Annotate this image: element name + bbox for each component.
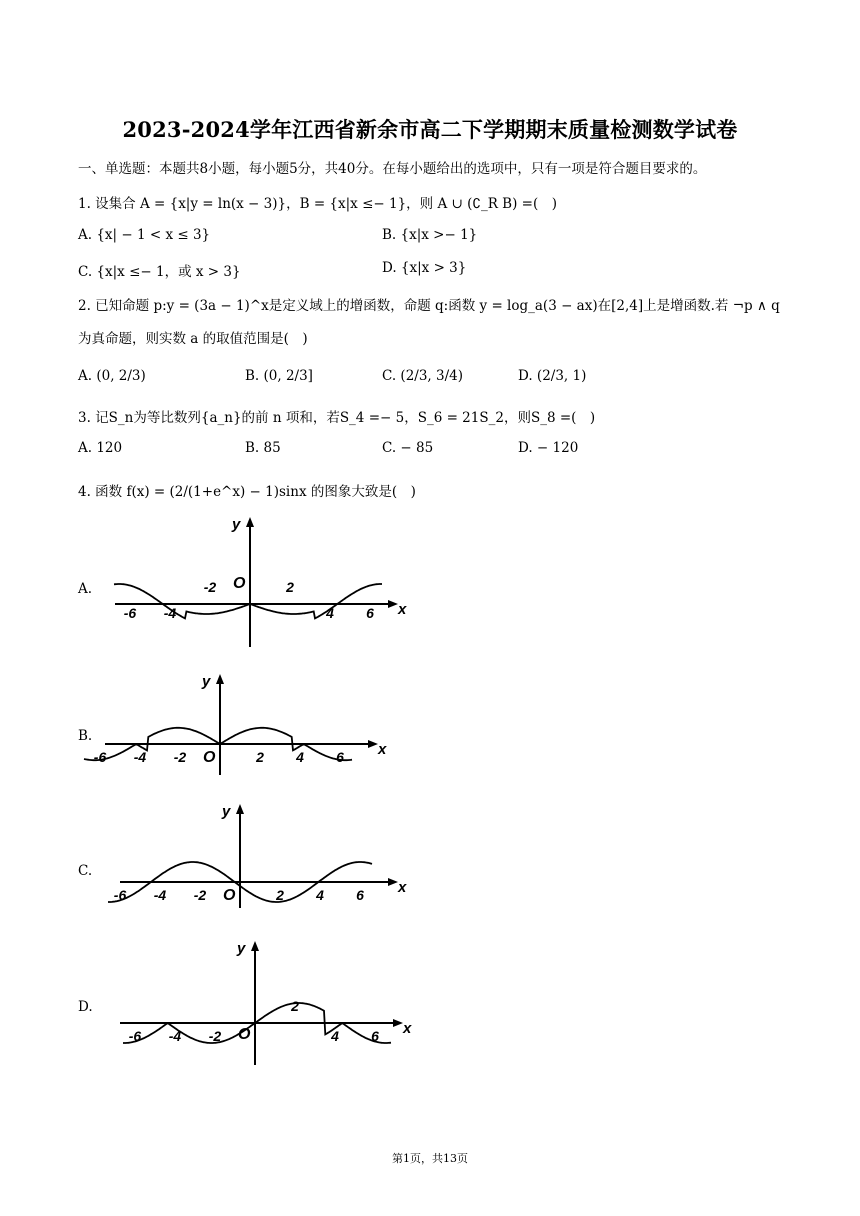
graph-c: [115, 800, 410, 910]
question-1-option-c[interactable]: C. {x|x ≤− 1，或 x > 3}: [78, 264, 241, 280]
question-4-option-b[interactable]: B.: [78, 728, 93, 744]
tick-label: -6: [113, 887, 127, 903]
graph-b: [93, 670, 387, 780]
question-2-option-a[interactable]: A. (0, 2/3): [78, 368, 146, 384]
tick-label: -2: [203, 579, 217, 595]
y-axis-arrow: [251, 941, 259, 951]
tick-label: -4: [163, 605, 177, 621]
question-4-option-c[interactable]: C.: [78, 863, 93, 879]
graph-a: [105, 515, 415, 653]
x-axis-label: x: [378, 741, 387, 758]
question-1-stem: 1. 设集合 A = {x|y = ln(x − 3)}，B = {x|x ≤− 1}，则 A ∪ (∁_R B) =( ): [78, 196, 557, 212]
graph-d: [115, 935, 415, 1070]
tick-label: 6: [371, 1028, 379, 1044]
y-axis-label: y: [202, 673, 211, 690]
function-curve: [114, 584, 382, 618]
tick-label: 6: [356, 887, 364, 903]
origin-label: O: [203, 749, 216, 766]
y-axis-label: y: [237, 940, 246, 957]
tick-label: -2: [193, 887, 207, 903]
tick-label: 2: [286, 579, 294, 595]
question-4-option-a[interactable]: A.: [78, 581, 93, 597]
x-axis-label: x: [403, 1020, 412, 1037]
question-2-stem-line1: 2. 已知命题 p:y = (3a − 1)^x是定义域上的增函数，命题 q:函数 y = log_a(3 − ax)在[2,4]上是增函数.若 ¬p ∧ q: [78, 298, 780, 314]
y-axis-label: y: [222, 803, 231, 820]
tick-label: -4: [168, 1028, 182, 1044]
x-axis-label: x: [398, 601, 407, 618]
question-2-option-d[interactable]: D. (2/3, 1): [518, 368, 587, 384]
question-1-option-a[interactable]: A. {x| − 1 < x ≤ 3}: [78, 227, 211, 243]
x-axis-arrow: [388, 600, 398, 608]
origin-label: O: [233, 575, 246, 592]
tick-label: 2: [291, 998, 299, 1014]
tick-label: -2: [173, 749, 187, 765]
tick-label: -2: [208, 1028, 222, 1044]
tick-label: 4: [296, 749, 304, 765]
x-axis-label: x: [398, 879, 407, 896]
question-3-option-a[interactable]: A. 120: [78, 440, 123, 456]
question-4-option-d[interactable]: D.: [78, 999, 93, 1015]
tick-label: 4: [326, 605, 334, 621]
question-3-option-b[interactable]: B. 85: [245, 440, 281, 456]
tick-label: 2: [276, 887, 284, 903]
question-1-option-b[interactable]: B. {x|x >− 1}: [382, 227, 478, 243]
x-axis-arrow: [393, 1019, 403, 1027]
y-axis-label: y: [232, 516, 241, 533]
question-2-option-c[interactable]: C. (2/3, 3/4): [382, 368, 463, 384]
tick-label: -6: [128, 1028, 142, 1044]
y-axis-arrow: [246, 517, 254, 527]
origin-label: O: [223, 887, 236, 904]
origin-label: O: [238, 1026, 251, 1043]
x-axis-arrow: [368, 740, 378, 748]
section-heading: 一、单选题：本题共8小题，每小题5分，共40分。在每小题给出的选项中，只有一项是符合题目要求的。: [78, 161, 707, 177]
tick-label: -4: [133, 749, 147, 765]
y-axis-arrow: [236, 804, 244, 814]
tick-label: -6: [123, 605, 137, 621]
tick-label: 2: [256, 749, 264, 765]
page-footer: 第1页，共13页: [392, 1152, 468, 1165]
page-title: 2023-2024学年江西省新余市高二下学期期末质量检测数学试卷: [122, 117, 738, 142]
question-3-option-c[interactable]: C. − 85: [382, 440, 434, 456]
tick-label: 4: [331, 1028, 339, 1044]
tick-label: -6: [93, 749, 107, 765]
tick-label: 6: [336, 749, 344, 765]
question-3-stem: 3. 记S_n为等比数列{a_n}的前 n 项和，若S_4 =− 5，S_6 = 21S_2，则S_8 =( ): [78, 410, 596, 426]
question-2-option-b[interactable]: B. (0, 2/3]: [245, 368, 313, 384]
tick-label: 4: [316, 887, 324, 903]
question-3-option-d[interactable]: D. − 120: [518, 440, 579, 456]
x-axis-arrow: [388, 878, 398, 886]
question-2-stem-line2: 为真命题，则实数 a 的取值范围是( ): [78, 331, 308, 347]
y-axis-arrow: [216, 674, 224, 684]
tick-label: 6: [366, 605, 374, 621]
tick-label: -4: [153, 887, 167, 903]
question-1-option-d[interactable]: D. {x|x > 3}: [382, 260, 467, 276]
question-4-stem: 4. 函数 f(x) = (2/(1+e^x) − 1)sinx 的图象大致是( ): [78, 484, 416, 500]
